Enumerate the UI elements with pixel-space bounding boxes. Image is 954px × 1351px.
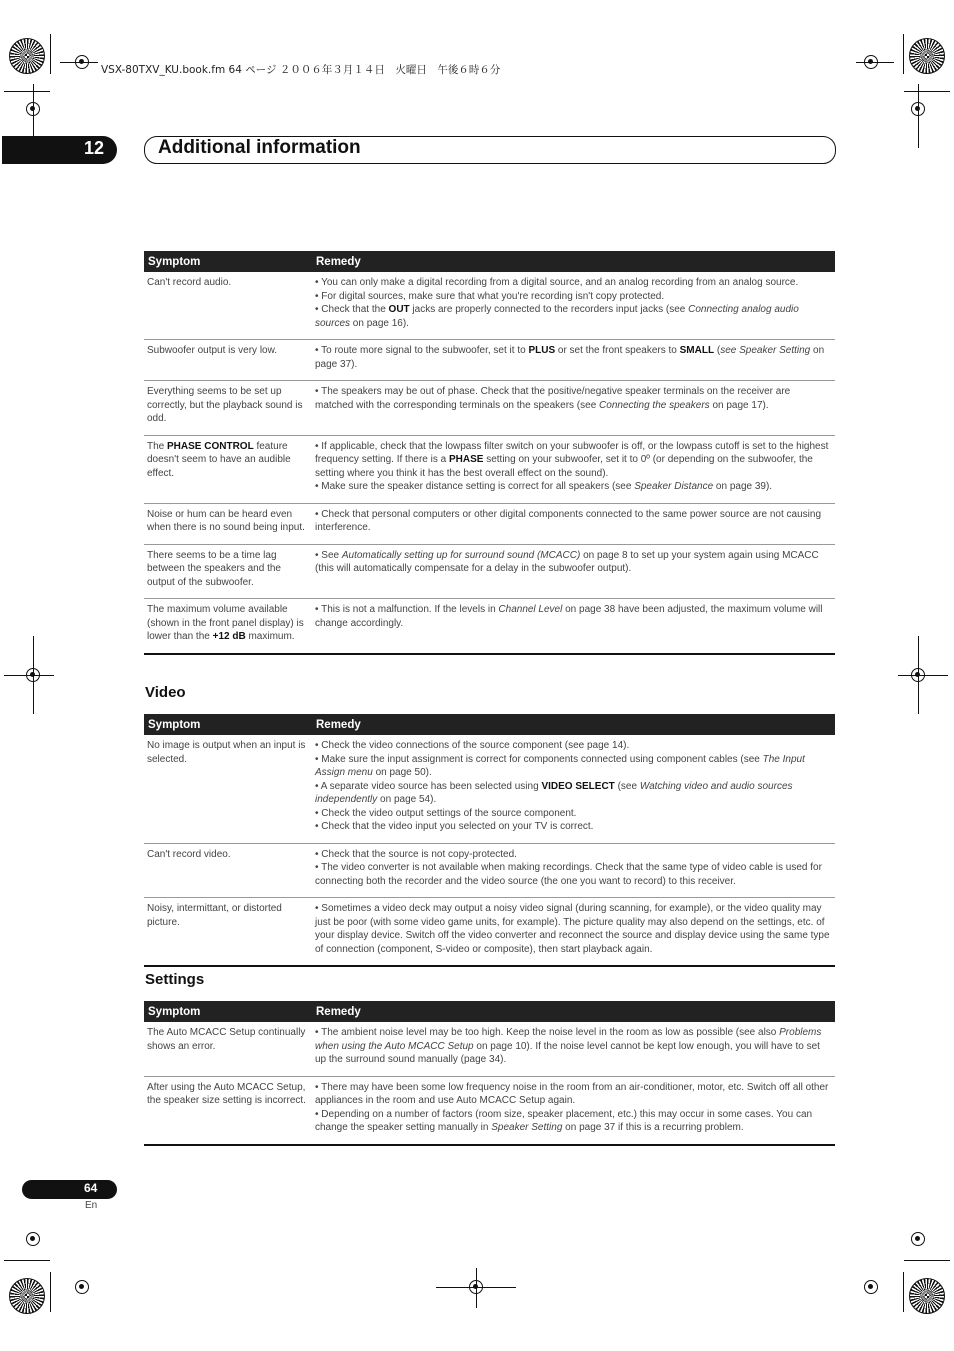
remedy-line: • The video converter is not available when making recordings. Check that the same type of video cable is used for connecting both the recorder and the video source (the one you want to record) to this receiver. [315, 862, 822, 887]
symptom-cell: After using the Auto MCACC Setup, the speaker size setting is incorrect. [144, 1076, 312, 1145]
table-row [144, 381, 835, 436]
table-row [144, 1076, 835, 1145]
symptom-cell: Everything seems to be set up correctly, but the playback sound is odd. [144, 381, 312, 436]
symptom-cell: Noise or hum can be heard even when there is no sound being input. [144, 503, 312, 544]
file-info-line: VSX-80TXV_KU.book.fm 64 ページ ２００６年３月１４日 火曜日 午後６時６分 [101, 64, 501, 76]
remedy-line: • If applicable, check that the lowpass filter switch on your subwoofer is off, or the lowpass cutoff is set to the highest frequency setting. If there is a PHASE setting on your subwoofer, set it to 0º (or depending on the subwoofer, the setting where you think it has the best overall effect on the sound). [315, 440, 829, 479]
symptom-cell: Can't record audio. [144, 272, 312, 340]
symptom-cell: The maximum volume available (shown in the front panel display) is lower than the +12 dB maximum. [144, 599, 312, 654]
table-row [144, 272, 835, 340]
trim-line [918, 84, 919, 148]
remedy-line: • Check the video output settings of the source component. [315, 807, 577, 819]
remedy-cell [312, 340, 835, 381]
remedy-cell [312, 599, 835, 654]
remedy-cell [312, 1076, 835, 1145]
symptom-cell: There seems to be a time lag between the speakers and the output of the subwoofer. [144, 544, 312, 599]
remedy-cell [312, 843, 835, 898]
remedy-line: • A separate video source has been selected using VIDEO SELECT (see Watching video and audio sources independently on page 54). [315, 780, 793, 805]
trim-line [4, 1260, 50, 1261]
registration-wheel-icon [909, 1278, 945, 1314]
audio-troubleshooting-table [144, 251, 835, 655]
video-troubleshooting-table [144, 714, 835, 967]
trim-line [33, 84, 34, 140]
trim-line [903, 34, 904, 74]
remedy-cell [312, 898, 835, 967]
symptom-header: Symptom [144, 714, 312, 735]
remedy-line: • Check that the video input you selected on your TV is correct. [315, 821, 594, 832]
remedy-cell [312, 435, 835, 503]
page-language: En [85, 1200, 98, 1211]
remedy-line: • Check the video connections of the source component (see page 14). [315, 740, 630, 751]
table-row [144, 843, 835, 898]
table-header-row [144, 1001, 835, 1022]
chapter-title: Additional information [158, 137, 361, 158]
chapter-number: 12 [84, 138, 105, 158]
remedy-line: • Depending on a number of factors (room size, speaker placement, etc.) this may occur in some cases. You can change the speaker setting manually in Speaker Setting on page 37 if this is a recurring problem. [315, 1108, 813, 1133]
remedy-cell [312, 503, 835, 544]
symptom-header: Symptom [144, 1001, 312, 1022]
trim-line [4, 675, 54, 676]
remedy-line: • To route more signal to the subwoofer, set it to PLUS or set the front speakers to SMALL (see Speaker Setting on page 37). [315, 345, 825, 370]
symptom-header: Symptom [144, 251, 312, 272]
trim-line [904, 1260, 950, 1261]
symptom-cell: Can't record video. [144, 843, 312, 898]
table-row [144, 503, 835, 544]
remedy-line: • Make sure the speaker distance setting is correct for all speakers (see Speaker Distance on page 39). [315, 481, 773, 492]
trim-line [856, 62, 894, 63]
trim-line [904, 91, 950, 92]
remedy-line: • This is not a malfunction. If the levels in Channel Level on page 38 have been adjusted, the maximum volume will change accordingly. [315, 604, 823, 629]
symptom-cell: The Auto MCACC Setup continually shows an error. [144, 1022, 312, 1076]
remedy-line: • The speakers may be out of phase. Check that the positive/negative speaker terminals on the receiver are matched with the corresponding terminals on the speakers (see Connecting the speakers on page 17). [315, 386, 791, 411]
remedy-cell [312, 1022, 835, 1076]
table-row [144, 1022, 835, 1076]
remedy-cell [312, 544, 835, 599]
table-row [144, 898, 835, 967]
trim-line [898, 675, 948, 676]
remedy-header: Remedy [312, 251, 835, 272]
table-row [144, 735, 835, 843]
remedy-cell [312, 381, 835, 436]
table-row [144, 599, 835, 654]
page-number-tab [22, 1180, 117, 1199]
symptom-cell: Subwoofer output is very low. [144, 340, 312, 381]
remedy-line: • Check that the source is not copy-protected. [315, 848, 517, 860]
table-header-row [144, 714, 835, 735]
section-title-video: Video [145, 684, 186, 701]
remedy-header: Remedy [312, 1001, 835, 1022]
remedy-line: • Sometimes a video deck may output a noisy video signal (during scanning, for example), or the video quality may just be poor (with some video game units, for example). The picture quality may also depend on the settings, etc. of your display device. Switch off the video converter and reconnect the source and display device using the same type of connection (component, S-video or composite), then start playback again. [315, 903, 830, 955]
remedy-line: • The ambient noise level may be too high. Keep the noise level in the room as low as possible (see also Problems when using the Auto MCACC Setup on page 10). If the noise level cannot be kept low enough, you will have to set up the surround sound manually (page 34). [315, 1027, 822, 1065]
registration-wheel-icon [909, 38, 945, 74]
symptom-cell: No image is output when an input is selected. [144, 735, 312, 843]
crosshair-mark-icon [26, 1232, 40, 1246]
table-row [144, 544, 835, 599]
crosshair-mark-icon [75, 1280, 89, 1294]
trim-line [50, 1272, 51, 1312]
symptom-cell: The PHASE CONTROL feature doesn't seem to have an audible effect. [144, 435, 312, 503]
settings-troubleshooting-table [144, 1001, 835, 1146]
table-row [144, 435, 835, 503]
trim-line [903, 1272, 904, 1312]
trim-line [4, 91, 50, 92]
trim-line [476, 1268, 477, 1308]
remedy-line: • Check that the OUT jacks are properly connected to the recorders input jacks (see Connecting analog audio sources on page 16). [315, 304, 799, 329]
crosshair-mark-icon [864, 1280, 878, 1294]
table-header-row [144, 251, 835, 272]
remedy-line: • There may have been some low frequency noise in the room from an air-conditioner, motor, etc. Switch off all other appliances in the room and use Auto MCACC Setup again. [315, 1081, 829, 1106]
table-row [144, 340, 835, 381]
trim-line [60, 62, 98, 63]
registration-wheel-icon [9, 38, 45, 74]
remedy-header: Remedy [312, 714, 835, 735]
remedy-line: • You can only make a digital recording from a digital source, and an analog recording from an analog source. [315, 277, 799, 288]
crosshair-mark-icon [911, 1232, 925, 1246]
remedy-line: • See Automatically setting up for surround sound (MCACC) on page 8 to set up your system again using MCACC (this will automatically compensate for a delay in the subwoofer output). [315, 549, 819, 574]
remedy-cell [312, 735, 835, 843]
page-number: 64 [84, 1181, 98, 1195]
remedy-line: • For digital sources, make sure that what you're recording isn't copy protected. [315, 290, 665, 302]
remedy-line: • Make sure the input assignment is correct for components connected using component cables (see The Input Assign menu on page 50). [315, 753, 805, 778]
section-title-settings: Settings [145, 971, 205, 988]
remedy-cell [312, 272, 835, 340]
trim-line [50, 34, 51, 74]
symptom-cell: Noisy, intermittant, or distorted picture. [144, 898, 312, 967]
registration-wheel-icon [9, 1278, 45, 1314]
remedy-line: • Check that personal computers or other digital components connected to the same power source are not causing interference. [315, 508, 822, 533]
